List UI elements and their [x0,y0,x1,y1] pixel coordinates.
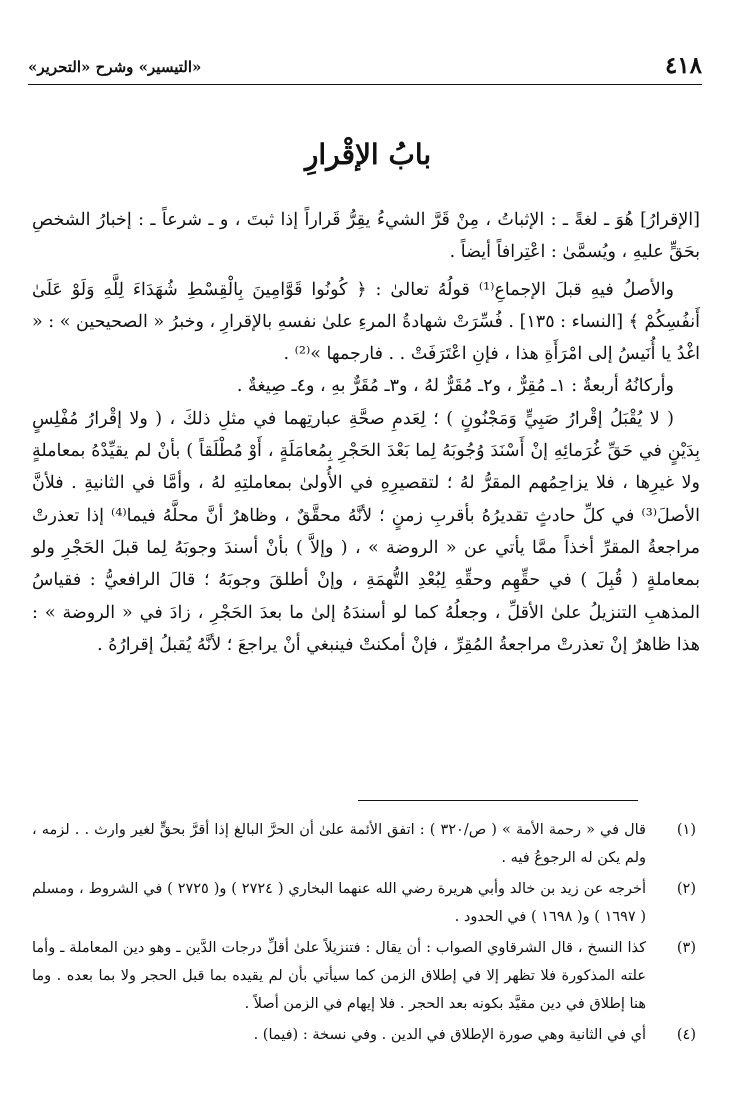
footnote [32,875,700,931]
chapter-title: بابُ الإقْرارِ [304,138,432,171]
paragraph-rulings: ( لا يُقْبَلُ إقْرارُ صَبِيٍّ وَمَجْنُونٍ ) ؛ لِعَدمِ صحَّةِ عبارتِهما في مثلِ ذلكَ ، ( ولا إقْرارُ مُفْلِسٍ بِدَيْنٍ في حَقِّ غُرَمائِهِ إنْ أَسْنَدَ وُجُوبَهُ لِما بَعْدَ الحَجْرِ بِمُعامَلَةٍ ، أَوْ مُطْلَقاً ) بأنْ لم يقيِّدْهُ بمعاملةٍ ولا غيرِها ، فلا يزاحِمُهم المقرُّ لهُ ؛ لتقصيرِهِ في الأُولىٰ بمعاملتِهِ لهُ ، وأمَّا في الثانيةِ . فلأنَّ الأصلَ⁽³⁾ في كلِّ حادثٍ تقديرُهُ بأقربِ زمنٍ ؛ لأنَّهُ محقَّقٌ ، وظاهرٌ أنَّ محلَّهُ فيما⁽⁴⁾ إذا تعذرتْ مراجعةُ المقرِّ أخذاً ممَّا يأتي عن « الروضة » ، ( وإلاَّ ) بأنْ أسندَ وجوبَهُ لِما قبلَ الحَجْرِ ولو بمعاملةٍ ( قُبِلَ ) في حقِّهِم وحقِّهِ لِبُعْدِ التُّهمَةِ ، وإنْ أطلقَ وجوبَهُ ؛ قالَ الرافعيُّ : فقياسُ المذهبِ التنزيلُ علىٰ الأقلِّ ، وجعلُهُ كما لو أسندَهُ إلىٰ ما بعدَ الحَجْرِ ، زادَ في « الروضة » : هذا ظاهرٌ إنْ تعذرتْ مراجعةُ المُقِرِّ ، فإنْ أمكنتْ فينبغي أنْ يراجعَ ؛ لأنَّهُ يُقبلُ إقرارُهُ . [32,408,700,655]
footnote-text: أخرجه عن زيد بن خالد وأبي هريرة رضي الله عنهما البخاري ( ٢٧٢٤ ) و( ٢٧٢٥ ) في الشروط ، ومسلم ( ١٦٩٧ ) و( ١٦٩٨ ) في الحدود . [32,881,646,925]
footnote [32,816,700,872]
footnote-number: (١) [676,822,696,838]
footnote-separator [358,800,638,801]
footnote-text: قال في « رحمة الأمة » ( ص/٣٢٠ ) : اتفق الأئمة علىٰ أن الحرَّ البالغ إذا أقرَّ بحقٍّ لغير وارث . . لزمه ، ولم يكن له الرجوعُ فيه . [32,822,646,866]
footnote [32,1021,700,1049]
paragraph-evidence: والأصلُ فيهِ قبلَ الإجماعِ⁽¹⁾ قولُهُ تعالىٰ : ﴿ كُونُوا قَوَّامِينَ بِالْقِسْطِ شُهَدَاءَ لِلَّهِ وَلَوْ عَلَىٰ أَنفُسِكُمْ ﴾ [النساء : ١٣٥] . فُسِّرَتْ شهادةُ المرءِ علىٰ نفسهِ بالإقرارِ ، وخبرُ « الصحيحين » : « اغْدُ يا أُنَيسُ إلى امْرَأَةِ هذا ، فإنِ اعْتَرَفَتْ . . فارجمها »⁽²⁾ . [32,279,700,365]
paragraph-definition: [الإقرارُ] هُوَ ـ لغةً ـ : الإثباتُ ، مِنْ قَرَّ الشيءُ يقِرُّ قَراراً إذا ثبتَ ، و ـ شرعاً ـ : إخبارُ الشخصِ بحَقٍّ عليهِ ، ويُسمَّىٰ : اعْتِرافاً أيضاً . [32,210,700,263]
running-title: «التيسير» وشرح «التحرير» [28,58,202,76]
footnote-number: (٣) [676,940,696,956]
footnote-number: (٢) [676,881,696,897]
footnote-number: (٤) [676,1027,696,1043]
footnote-text: كذا النسخ ، قال الشرقاوي الصواب : أن يقال : فتنزيلاً علىٰ أقلِّ درجات الدَّين ـ وهو دين المعاملة ـ وأما علته المذكورة فلا تظهر إلا في إطلاق الزمن كما سيأتي بأن لم يقيده بما قبل الحجر ولا بما بعده . وما هنا إطلاق في دين مقيَّد بكونه بعد الحجر . فلا إيهام في الزمن أصلاً . [32,940,646,1012]
main-text [32,204,700,661]
paragraph-pillars: وأركانُهُ أربعةٌ : ١ـ مُقِرٌّ ، و٢ـ مُقَرٌّ لهُ ، و٣ـ مُقَرٌّ بهِ ، و٤ـ صِيغةٌ . [236,376,674,397]
footnote [32,934,700,1018]
footnote-text: أي في الثانية وهي صورة الإطلاق في الدين . وفي نسخة : (فيما) . [253,1027,646,1043]
page-header [28,48,702,85]
footnotes [32,816,700,1052]
page-number: ٤١٨ [664,52,702,79]
